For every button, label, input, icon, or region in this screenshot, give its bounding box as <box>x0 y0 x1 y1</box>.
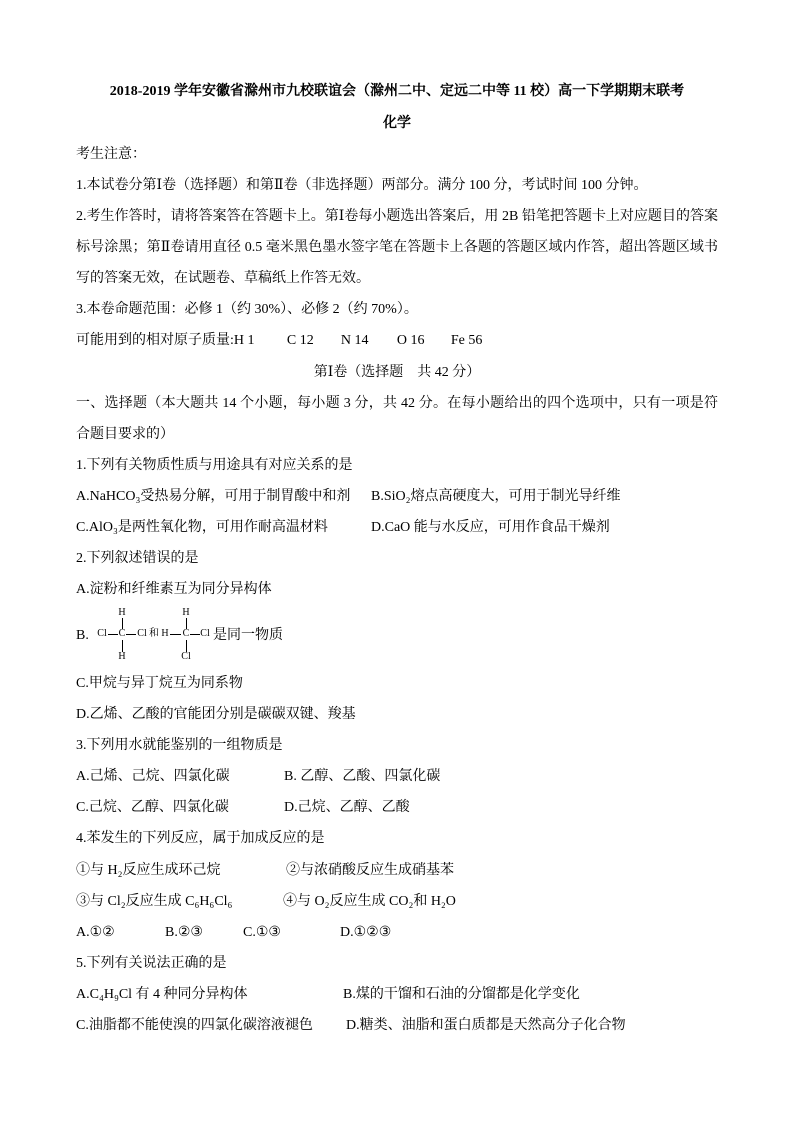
question-3-options-row-2 <box>76 792 718 823</box>
structure-2-right-atom: Cl <box>200 627 210 639</box>
question-5-option-c: C.油脂都不能使溴的四氯化碳溶液褪色 <box>76 1018 313 1034</box>
question-3-option-d: D.己烷、乙醇、乙酸 <box>284 800 410 816</box>
structure-1-top-atom: H <box>118 606 126 618</box>
structure-1-left-atom: Cl <box>97 627 107 639</box>
question-5-option-a: A.C₄H₉Cl 有 4 种同分异构体 <box>76 987 248 1003</box>
question-3-option-c: C.己烷、乙醇、四氯化碳 <box>76 800 229 816</box>
section-instructions: 一、选择题（本大题共 14 个小题，每小题 3 分，共 42 分。在每小题给出的四个选项中，只有一项是符合题目要求的） <box>76 395 718 442</box>
option-b-suffix: 是同一物质 <box>213 628 283 644</box>
bond-line <box>186 618 187 629</box>
question-2-stem: 2.下列叙述错误的是 <box>76 551 199 567</box>
atomic-mass-n: N 14 <box>340 333 369 349</box>
question-1-option-d: D.CaO 能与水反应，可用作食品干燥剂 <box>371 520 610 536</box>
atomic-mass-label: 可能用到的相对原子质量: <box>76 333 234 349</box>
bond-line <box>170 634 181 635</box>
structure-2-left-atom: H <box>161 627 169 639</box>
question-3-stem: 3.下列用水就能鉴别的一组物质是 <box>76 738 283 754</box>
question-3-options-row-1 <box>76 761 718 792</box>
atomic-mass-line <box>76 325 718 356</box>
notice-heading: 考生注意： <box>76 146 146 162</box>
bond-line <box>122 640 123 652</box>
question-4-option-a: A.①② <box>76 924 115 940</box>
question-4-statements-row-2 <box>76 886 718 917</box>
question-4-options-row <box>76 917 718 948</box>
notice-item-2: 2.考生作答时，请将答案答在答题卡上。第Ⅰ卷每小题选出答案后，用 2B 铅笔把答题卡上对应题目的答案标号涂黑；第Ⅱ卷请用直径 0.5 毫米黑色墨水签字笔在答题卡上各题的答题区域内作答，超出答题区域书写的答案无效，在试题卷、草稿纸上作答无效。 <box>76 208 718 287</box>
bond-line <box>122 618 123 629</box>
question-3-option-b: B. 乙醇、乙酸、四氯化碳 <box>284 769 441 785</box>
question-5-options-row-1 <box>76 979 718 1010</box>
atomic-mass-o: O 16 <box>396 333 425 349</box>
question-3-option-a: A.己烯、己烷、四氯化碳 <box>76 769 230 785</box>
structure-1-center-atom: C <box>118 627 126 639</box>
atomic-mass-fe: Fe 56 <box>450 333 483 349</box>
question-4-statement-3: ③与 Cl₂反应生成 C₆H₆Cl₆ <box>76 893 233 909</box>
bond-line <box>190 634 200 635</box>
question-2-option-b <box>76 606 718 668</box>
question-2-option-a: A.淀粉和纤维素互为同分异构体 <box>76 582 272 598</box>
question-4-option-d: D.①②③ <box>340 924 392 940</box>
question-2-option-d: D.乙烯、乙酸的官能团分别是碳碳双键、羧基 <box>76 706 356 722</box>
bond-line <box>108 634 118 635</box>
exam-title: 2018-2019 学年安徽省滁州市九校联谊会（滁州二中、定远二中等 11 校）高一下学期期末联考 <box>109 84 685 100</box>
question-5-option-b: B.煤的干馏和石油的分馏都是化学变化 <box>343 987 580 1003</box>
question-4-stem: 4.苯发生的下列反应，属于加成反应的是 <box>76 831 325 847</box>
question-1-option-a: A.NaHCO₃受热易分解，可用于制胃酸中和剂 <box>76 489 351 505</box>
question-4-statement-4: ④与 O₂反应生成 CO₂和 H₂O <box>283 893 456 909</box>
part-one-title: 第Ⅰ卷（选择题 共 42 分） <box>313 364 481 380</box>
atomic-mass-h: H 1 <box>233 333 255 349</box>
bond-line <box>126 634 136 635</box>
structure-2-center-atom: C <box>182 627 190 639</box>
subject-title: 化学 <box>383 115 411 131</box>
structure-2-top-atom: H <box>182 606 190 618</box>
atomic-mass-c: C 12 <box>286 333 314 349</box>
notice-item-1: 1.本试卷分第Ⅰ卷（选择题）和第Ⅱ卷（非选择题）两部分。满分 100 分，考试时间 100 分钟。 <box>76 177 648 193</box>
question-1-options-row-1 <box>76 481 718 512</box>
question-4-statements-row-1 <box>76 855 718 886</box>
question-5-options-row-2 <box>76 1010 718 1041</box>
question-4-option-b: B.②③ <box>165 924 203 940</box>
exam-content <box>76 76 718 1041</box>
question-1-options-row-2 <box>76 512 718 543</box>
question-5-stem: 5.下列有关说法正确的是 <box>76 955 227 971</box>
question-1-stem: 1.下列有关物质性质与用途具有对应关系的是 <box>76 457 353 473</box>
question-2-option-c: C.甲烷与异丁烷互为同系物 <box>76 675 243 691</box>
structure-1-right-atom: Cl <box>137 627 147 639</box>
question-1-option-c: C.AlO₃是两性氧化物，可用作耐高温材料 <box>76 520 328 536</box>
question-4-option-c: C.①③ <box>243 924 281 940</box>
bond-line <box>186 640 187 652</box>
structure-1-bottom-atom: H <box>118 650 126 662</box>
question-1-option-b: B.SiO₂熔点高硬度大，可用于制光导纤维 <box>371 489 621 505</box>
question-4-statement-1: ①与 H₂反应生成环己烷 <box>76 862 221 878</box>
question-4-statement-2: ②与浓硝酸反应生成硝基苯 <box>286 862 454 878</box>
question-5-option-d: D.糖类、油脂和蛋白质都是天然高分子化合物 <box>346 1018 626 1034</box>
structure-2-bottom-atom: Cl <box>181 650 191 662</box>
option-b-label: B. <box>76 628 89 644</box>
notice-item-3: 3.本卷命题范围：必修 1（约 30%）、必修 2（约 70%）。 <box>76 302 418 318</box>
structure-connector: 和 <box>149 627 159 639</box>
